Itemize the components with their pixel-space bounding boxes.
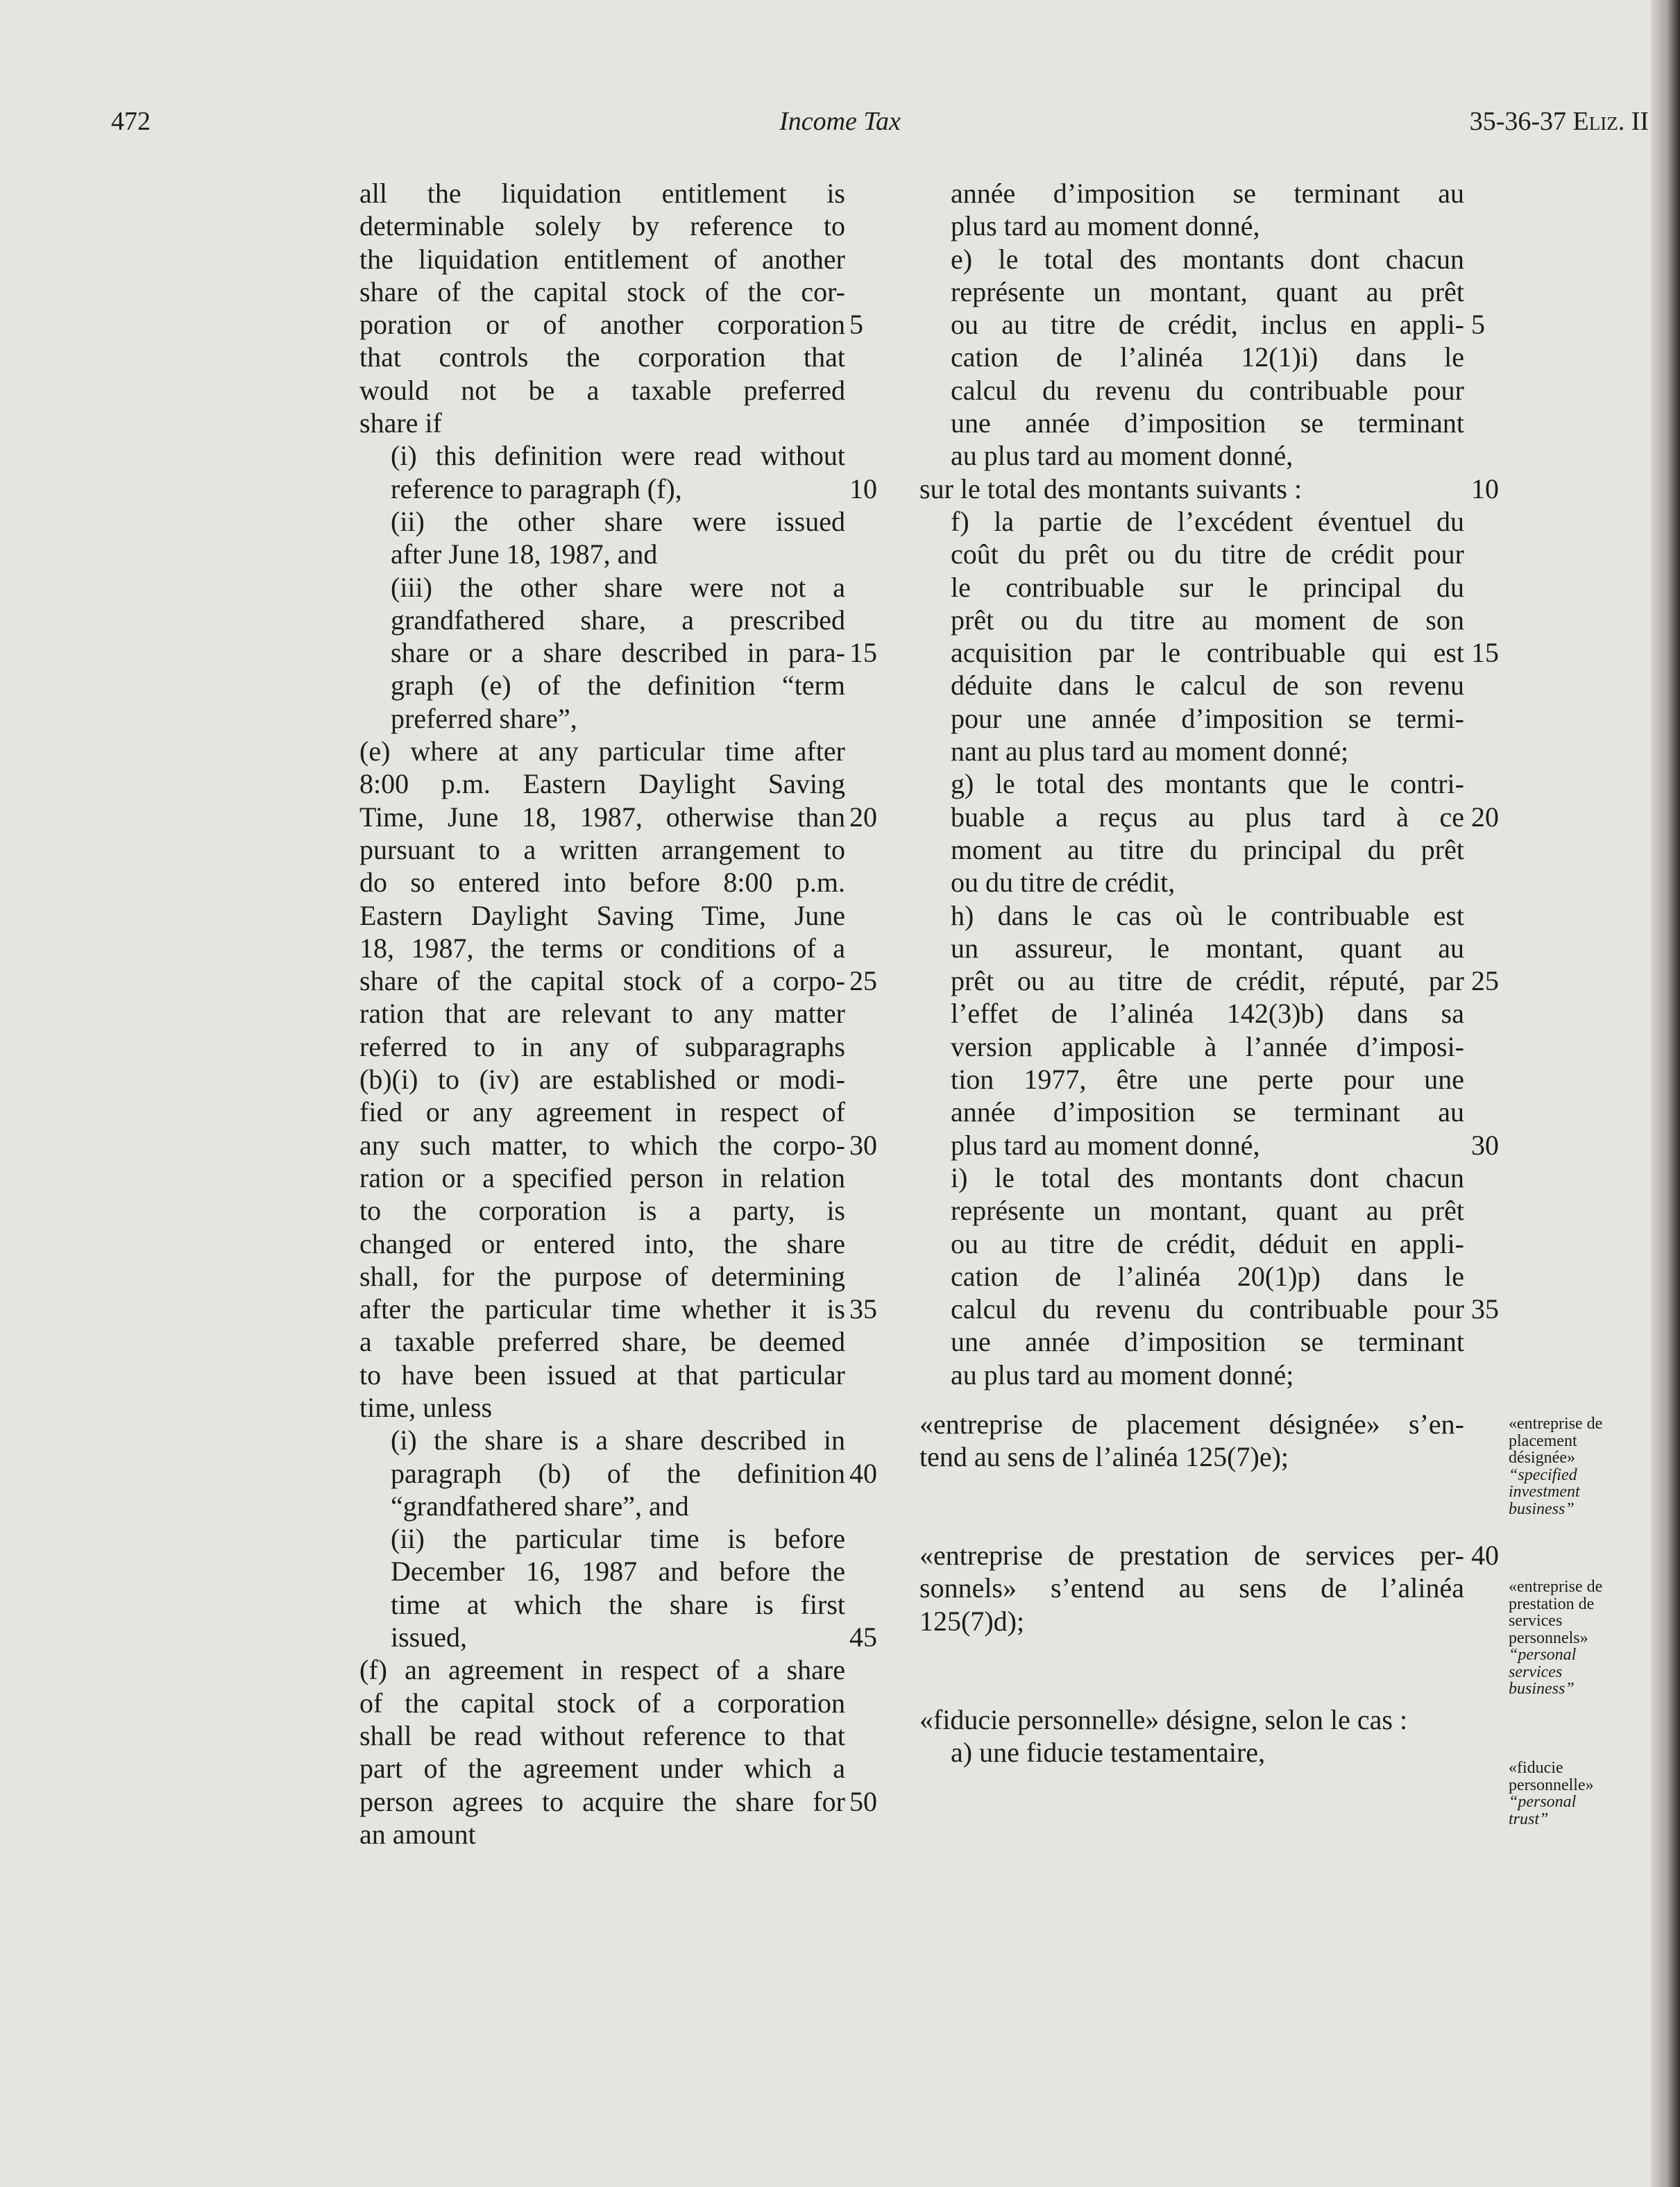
line-text: any such matter, to which the corpo- [359,1129,845,1161]
line-text: buable a reçus au plus tard à ce [951,801,1464,833]
text-line [919,1325,1464,1358]
line-text: tion 1977, être une perte pour une [951,1064,1464,1096]
line-number: 10 [849,473,877,504]
text-line [919,636,1499,669]
line-text: all the liquidation entitlement is [359,178,845,209]
line-text: une année d’imposition se terminant [951,1326,1464,1358]
text-line [359,1752,845,1785]
text-line [359,374,845,407]
text-line [919,1096,1464,1128]
line-text: “grandfathered share”, and [391,1490,689,1522]
margin-note-personal-trust [1509,1760,1654,1828]
text-line [919,1572,1464,1604]
text-line [359,505,845,538]
text-line [359,669,845,701]
line-text: (iii) the other share were not a [391,571,845,603]
text-line [919,177,1464,210]
line-number: 50 [849,1785,877,1817]
line-text: share if [359,407,442,439]
margin-note-english: trust” [1509,1810,1549,1828]
line-text: after June 18, 1987, and [391,538,658,570]
text-line [359,833,845,866]
text-line [919,374,1464,407]
line-number: 30 [1471,1129,1499,1161]
line-text: déduite dans le calcul de son revenu [951,670,1464,701]
line-text: moment au titre du principal du prêt [951,833,1464,865]
line-number: 20 [849,801,877,833]
line-number: 35 [849,1293,877,1325]
line-text: Time, June 18, 1987, otherwise than [359,801,845,833]
text-line [919,702,1464,735]
line-text: sonnels» s’entend au sens de l’alinéa [919,1572,1464,1604]
text-line [359,899,845,932]
paragraph-gap [919,1391,1464,1408]
line-text: share or a share described in para- [391,637,845,669]
line-number: 40 [849,1457,877,1489]
text-line [359,538,845,570]
text-line [919,1440,1464,1473]
line-text: part of the agreement under which a [359,1753,845,1785]
text-line [919,1408,1464,1440]
margin-note-french: prestation de [1509,1594,1595,1613]
line-text: time, unless [359,1391,493,1423]
text-line [919,1030,1464,1063]
text-line [359,1621,877,1653]
margin-note-french: personnelle» [1509,1776,1594,1794]
text-line [359,1719,845,1752]
line-number: 15 [849,637,877,669]
line-text: reference to paragraph (f), [391,473,682,504]
line-text: le contribuable sur le principal du [951,571,1464,603]
text-line [359,407,845,439]
line-text: «fiducie personnelle» désigne, selon le cas : [919,1703,1408,1735]
line-text: «entreprise de prestation de services per- [919,1540,1464,1572]
statute-reference [1470,104,1649,139]
text-line [919,1637,1464,1670]
margin-note-french: personnels» [1509,1628,1588,1647]
line-text: acquisition par le contribuable qui est [951,637,1464,669]
text-line [359,1555,845,1588]
text-line [359,997,845,1030]
line-text: 18, 1987, the terms or conditions of a [359,932,845,964]
line-text: ou du titre de crédit, [951,867,1176,899]
text-line [359,1063,845,1096]
line-text: a taxable preferred share, be deemed [359,1326,845,1358]
text-line [359,801,877,833]
text-line [359,1260,845,1293]
line-text: coût du prêt ou du titre de crédit pour [951,538,1464,570]
line-text: time at which the share is first [391,1588,845,1620]
text-line [359,1588,845,1621]
text-line [919,1359,1464,1391]
text-line [919,1539,1499,1572]
line-text: 8:00 p.m. Eastern Daylight Saving [359,768,845,800]
line-number: 40 [1471,1540,1499,1572]
line-text: would not be a taxable preferred [359,374,845,406]
text-line [919,767,1464,800]
text-line [919,341,1464,373]
text-line [359,308,863,341]
text-line [359,341,845,373]
text-line [919,538,1464,570]
line-text: a) une fiducie testamentaire, [951,1736,1266,1768]
line-text: to have been issued at that particular [359,1359,845,1390]
text-line [359,1424,845,1456]
line-text: ration or a specified person in relation [359,1161,845,1193]
line-text: année d’imposition se terminant au [951,178,1464,209]
line-text: grandfathered share, a prescribed [391,604,845,636]
text-line [919,964,1499,997]
line-text: e) le total des montants dont chacun [951,243,1464,275]
line-text: Eastern Daylight Saving Time, June [359,899,845,931]
line-number: 10 [1471,473,1499,504]
text-line [359,767,845,800]
line-text: plus tard au moment donné, [951,210,1260,242]
text-line [359,866,845,899]
line-number: 20 [1471,801,1499,833]
line-text: an amount [359,1818,476,1850]
margin-note-english: “specified [1509,1465,1577,1484]
text-line [359,636,877,669]
text-line [359,1194,845,1227]
text-line [359,932,845,964]
text-line [359,604,845,636]
text-line [919,1474,1464,1506]
line-text: «entreprise de placement désignée» s’en- [919,1408,1464,1440]
text-line [919,308,1485,341]
text-line [359,473,877,505]
text-line [359,1161,845,1194]
line-text: the liquidation entitlement of another [359,243,845,275]
text-line [919,473,1499,505]
line-text: tend au sens de l’alinéa 125(7)e); [919,1441,1289,1473]
line-text: shall, for the purpose of determining [359,1260,845,1292]
line-text: (e) where at any particular time after [359,735,845,767]
margin-note-french: «entreprise de [1509,1578,1603,1596]
text-line [919,1736,1464,1769]
line-text: g) le total des montants que le contri- [951,768,1464,800]
line-text: pursuant to a written arrangement to [359,833,845,865]
text-line [919,1703,1464,1736]
margin-note-french: placement [1509,1431,1577,1450]
margin-note-english: “personal [1509,1646,1577,1664]
text-line [359,243,845,275]
text-line [359,439,845,472]
text-line [919,1129,1499,1161]
text-line [359,1391,845,1424]
text-line [359,210,845,242]
text-line [919,1293,1499,1325]
line-text: fied or any agreement in respect of [359,1096,845,1128]
line-text: issued, [391,1622,467,1653]
line-text: after the particular time whether it is [359,1293,845,1325]
margin-note-personal-services-business [1509,1578,1654,1698]
text-line [359,735,845,767]
line-text: to the corporation is a party, is [359,1195,845,1227]
text-line [919,1605,1464,1637]
text-line [359,1818,845,1850]
text-line [919,1227,1464,1260]
text-line [359,1653,845,1686]
line-text: (ii) the other share were issued [391,505,845,537]
line-text: au plus tard au moment donné; [951,1359,1294,1390]
line-text: i) le total des montants dont chacun [951,1161,1464,1193]
text-line [359,571,845,604]
line-text: graph (e) of the definition “term [391,670,845,701]
page-edge-shadow [1651,0,1680,2187]
margin-note-french: «fiducie [1509,1759,1563,1777]
text-line [359,1359,845,1391]
text-line [919,210,1464,242]
line-text: h) dans le cas où le contribuable est [951,899,1464,931]
line-number: 25 [1471,965,1499,997]
text-line [919,1506,1464,1539]
text-line [919,1260,1464,1293]
margin-note-english: services [1509,1662,1563,1681]
margin-note-english: investment [1509,1483,1580,1501]
line-text: version applicable à l’année d’imposi- [951,1030,1464,1062]
line-text: au plus tard au moment donné, [951,440,1293,472]
text-line [359,1129,877,1161]
line-text: (f) an agreement in respect of a share [359,1654,845,1686]
text-line [919,1194,1464,1227]
line-text: calcul du revenu du contribuable pour [951,374,1464,406]
text-line [919,1161,1464,1194]
line-text: (i) this definition were read without [391,440,845,472]
text-line [919,997,1464,1030]
line-text: determinable solely by reference to [359,210,845,242]
line-text: paragraph (b) of the definition [391,1457,845,1489]
text-line [359,1687,845,1719]
statute-prefix: 35-36-37 [1469,107,1573,136]
line-text: nant au plus tard au moment donné; [951,735,1349,767]
line-text: person agrees to acquire the share for [359,1785,845,1817]
line-text: (i) the share is a share described in [391,1424,845,1456]
english-column [359,177,877,1850]
text-line [359,177,845,210]
text-line [359,275,845,308]
line-text: sur le total des montants suivants : [919,473,1303,504]
margin-note-english: business” [1509,1680,1575,1698]
text-line [919,932,1464,964]
line-text: referred to in any of subparagraphs [359,1030,845,1062]
line-text: ou au titre de crédit, inclus en appli- [951,309,1464,341]
line-text: représente un montant, quant au prêt [951,275,1464,307]
line-text: changed or entered into, the share [359,1227,845,1259]
line-text: cation de l’alinéa 20(1)p) dans le [951,1260,1464,1292]
line-text: ration that are relevant to any matter [359,998,845,1030]
margin-note-french: services [1509,1612,1563,1630]
line-text: calcul du revenu du contribuable pour [951,1293,1464,1325]
line-text: ou au titre de crédit, déduit en appli- [951,1227,1464,1259]
line-number: 25 [849,965,877,997]
line-text: of the capital stock of a corporation [359,1687,845,1719]
line-number: 15 [1471,637,1499,669]
margin-note-french: désignée» [1509,1449,1575,1467]
line-text: 125(7)d); [919,1605,1025,1637]
text-line [919,439,1464,472]
text-line [919,604,1464,636]
line-text: poration or of another corporation [359,309,845,341]
text-line [359,1522,845,1555]
line-number: 30 [849,1129,877,1161]
line-number: 45 [849,1622,877,1653]
line-text: un assureur, le montant, quant au [951,932,1464,964]
line-text: représente un montant, quant au prêt [951,1195,1464,1227]
text-line [919,505,1464,538]
line-text: une année d’imposition se terminant [951,407,1464,439]
text-line [359,1096,845,1128]
line-text: do so entered into before 8:00 p.m. [359,867,845,899]
margin-note-specified-investment-business [1509,1415,1654,1517]
text-line [919,669,1464,701]
text-line [919,899,1464,932]
text-line [919,243,1464,275]
line-number: 5 [849,309,863,341]
text-line [359,1030,845,1063]
text-line [919,1063,1464,1096]
text-line [919,735,1464,767]
line-text: December 16, 1987 and before the [391,1556,845,1588]
margin-note-english: “personal [1509,1793,1577,1811]
text-line [919,1670,1464,1703]
text-line [359,1457,877,1490]
line-text: preferred share”, [391,702,577,734]
line-text: cation de l’alinéa 12(1)i) dans le [951,341,1464,373]
running-title: Income Tax [779,107,901,136]
margin-note-english: business” [1509,1499,1575,1518]
line-text: (b)(i) to (iv) are established or modi- [359,1064,845,1096]
text-line [359,1785,877,1818]
text-line [919,407,1464,439]
text-line [919,275,1464,308]
line-number: 5 [1471,309,1485,341]
text-line [359,702,845,735]
line-number: 35 [1471,1293,1499,1325]
text-line [919,571,1464,604]
text-line [919,801,1499,833]
page-number: 472 [111,107,151,136]
line-text: shall be read without reference to that [359,1719,845,1751]
text-line [359,1293,877,1325]
line-text: f) la partie de l’excédent éventuel du [951,505,1464,537]
line-text: (ii) the particular time is before [391,1523,845,1555]
text-line [359,1227,845,1260]
text-line [359,1325,845,1358]
margin-note-french: «entreprise de [1509,1415,1603,1433]
french-column [919,177,1499,1769]
line-text: prêt ou du titre au moment de son [951,604,1464,636]
line-text: année d’imposition se terminant au [951,1096,1464,1128]
line-text: l’effet de l’alinéa 142(3)b) dans sa [951,998,1464,1030]
line-text: prêt ou au titre de crédit, réputé, par [951,965,1464,997]
statute-regnal: Eliz. II [1572,107,1649,136]
line-text: share of the capital stock of a corpo- [359,965,845,997]
line-text: share of the capital stock of the cor- [359,275,845,307]
text-line [919,833,1464,866]
text-line [919,866,1464,899]
line-text: pour une année d’imposition se termi- [951,702,1464,734]
line-text: that controls the corporation that [359,341,845,373]
text-line [359,964,877,997]
text-line [359,1490,845,1522]
line-text: plus tard au moment donné, [951,1129,1260,1161]
